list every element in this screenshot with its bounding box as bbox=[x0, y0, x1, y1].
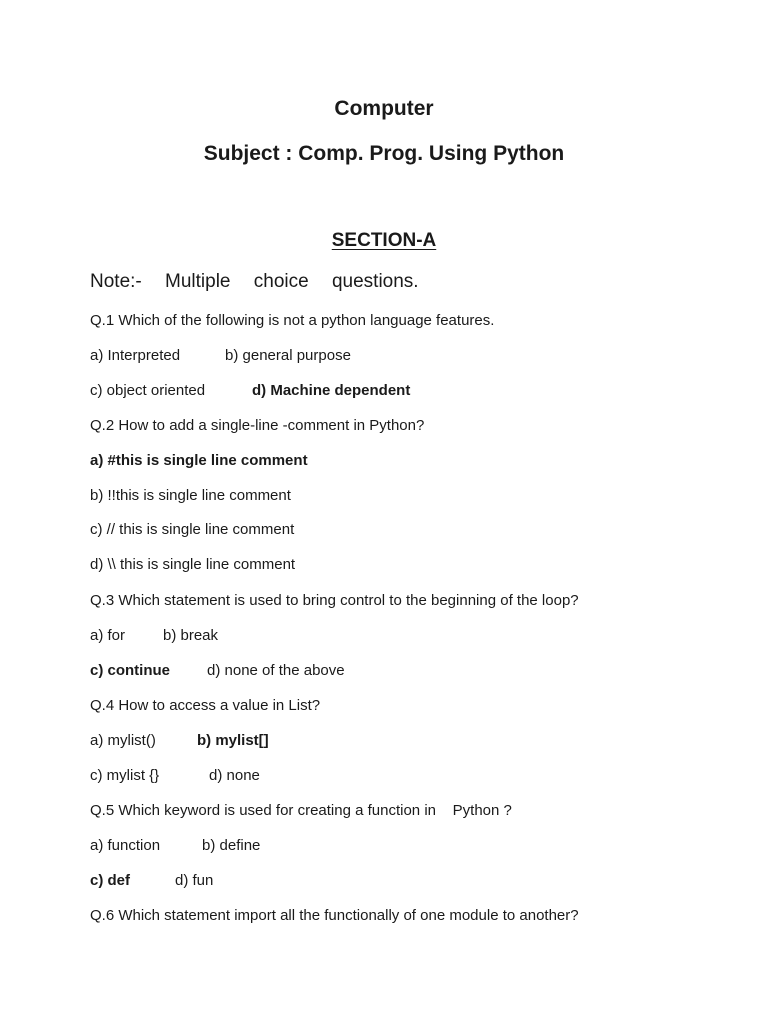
q1-option-c: c) object oriented bbox=[90, 382, 206, 399]
subject-title: Subject : Comp. Prog. Using Python bbox=[203, 142, 565, 165]
q1-option-d-answer: d) Machine dependent bbox=[252, 382, 411, 399]
q5-option-b: b) define bbox=[202, 837, 261, 854]
q4-option-b-answer: b) mylist[] bbox=[197, 732, 269, 749]
question-2: Q.2 How to add a single-line -comment in Python? bbox=[90, 417, 425, 434]
q1-option-a: a) Interpreted bbox=[90, 347, 181, 364]
section-note: Note:- Multiple choice questions. bbox=[90, 271, 419, 292]
q2-option-d: d) \\ this is single line comment bbox=[90, 556, 296, 573]
q5-option-d: d) fun bbox=[175, 872, 214, 889]
q4-option-d: d) none bbox=[209, 767, 260, 784]
q2-option-b: b) !!this is single line comment bbox=[90, 487, 291, 504]
question-4: Q.4 How to access a value in List? bbox=[90, 697, 321, 714]
q3-option-d: d) none of the above bbox=[207, 662, 345, 679]
q5-option-c-answer: c) def bbox=[90, 872, 131, 889]
question-1: Q.1 Which of the following is not a python language features. bbox=[90, 312, 495, 329]
q3-option-b: b) break bbox=[163, 627, 219, 644]
q1-option-b: b) general purpose bbox=[225, 347, 351, 364]
page-title: Computer bbox=[334, 97, 434, 120]
q4-option-a: a) mylist() bbox=[90, 732, 156, 749]
question-6: Q.6 Which statement import all the functionally of one module to another? bbox=[90, 907, 579, 924]
question-3: Q.3 Which statement is used to bring control to the beginning of the loop? bbox=[90, 592, 579, 609]
q3-option-a: a) for bbox=[90, 627, 126, 644]
section-heading: SECTION-A bbox=[331, 230, 437, 251]
q4-option-c: c) mylist {} bbox=[90, 767, 160, 784]
q3-option-c-answer: c) continue bbox=[90, 662, 171, 679]
q2-option-a-answer: a) #this is single line comment bbox=[90, 452, 308, 469]
q5-option-a: a) function bbox=[90, 837, 161, 854]
q2-option-c: c) // this is single line comment bbox=[90, 521, 295, 538]
question-5: Q.5 Which keyword is used for creating a function in Python ? bbox=[90, 802, 512, 819]
